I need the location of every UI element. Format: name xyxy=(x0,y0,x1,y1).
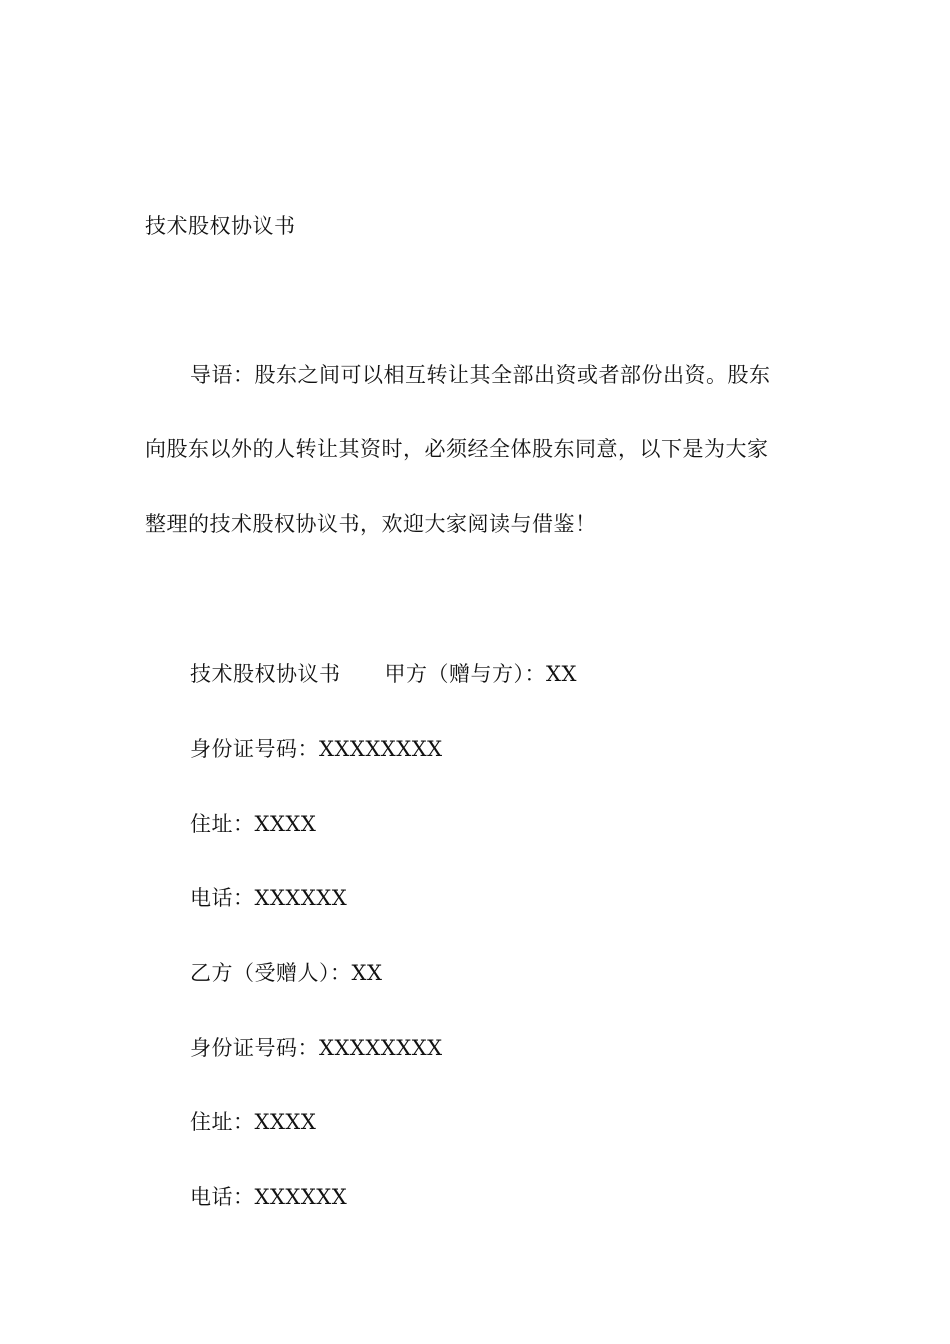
party-b-phone: 电话：XXXXXX xyxy=(190,1185,348,1209)
party-a-address: 住址：XXXX xyxy=(190,812,317,836)
agreement-heading-row xyxy=(190,661,577,687)
intro-line-3: 整理的技术股权协议书，欢迎大家阅读与借鉴！ xyxy=(145,512,597,536)
party-b-address: 住址：XXXX xyxy=(190,1110,317,1134)
party-a-id: 身份证号码：XXXXXXXX xyxy=(190,737,443,761)
party-a-phone: 电话：XXXXXX xyxy=(190,886,348,910)
party-b-id: 身份证号码：XXXXXXXX xyxy=(190,1036,443,1060)
intro-line-2: 向股东以外的人转让其资时，必须经全体股东同意，以下是为大家 xyxy=(145,437,769,461)
agreement-heading: 技术股权协议书 xyxy=(190,662,341,686)
party-b-label: 乙方（受赠人）：XX xyxy=(190,961,383,985)
intro-line-1: 导语：股东之间可以相互转让其全部出资或者部份出资。股东 xyxy=(190,363,771,387)
document-title: 技术股权协议书 xyxy=(145,214,296,238)
party-a-label: 甲方（赠与方）：XX xyxy=(384,662,577,686)
